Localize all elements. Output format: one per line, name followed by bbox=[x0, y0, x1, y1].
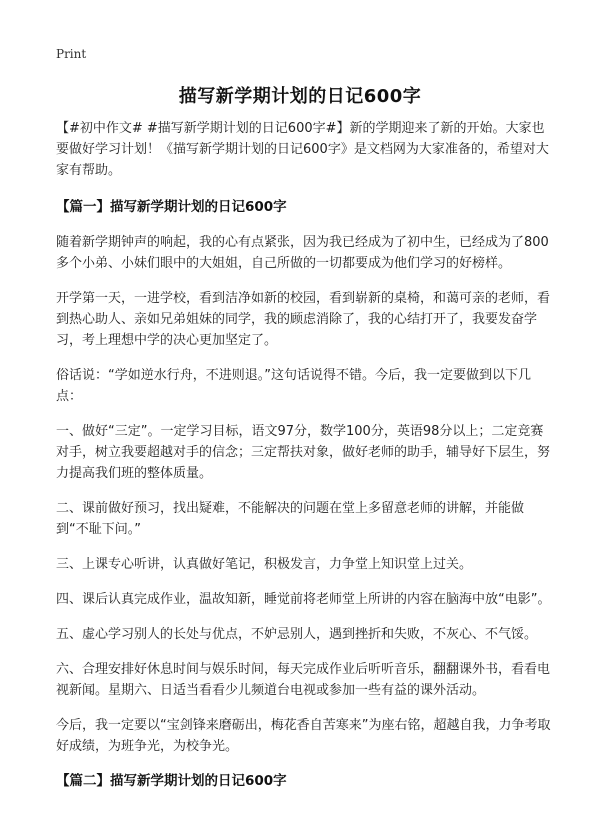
paragraph: 开学第一天，一进学校，看到洁净如新的校园，看到崭新的桌椅，和蔼可亲的老师，看到热心助人、亲如兄弟姐妹的同学，我的顾虑消除了，我的心结打开了，我要发奋学习，考上理想中学的决心更加坚定了。 bbox=[56, 291, 551, 348]
paragraph: 五、虚心学习别人的长处与优点，不妒忌别人，遇到挫折和失败，不灰心、不气馁。 bbox=[56, 627, 538, 642]
paragraph: 随着新学期钟声的响起，我的心有点紧张，因为我已经成为了初中生，已经成为了800多个小弟、小妹们眼中的大姐姐，自己所做的一切都要成为他们学习的好榜样。 bbox=[56, 235, 549, 271]
section-heading-1: 【篇一】描写新学期计划的日记600字 bbox=[56, 199, 287, 215]
paragraph: 一、做好“三定”。一定学习目标，语文97分，数学100分，英语98分以上；二定竞赛对手，树立我要超越对手的信念；三定帮扶对象，做好老师的助手，辅导好下层生，努力提高我们班的整体质量。 bbox=[56, 424, 551, 481]
paragraph: 俗话说：“学如逆水行舟，不进则退。”这句话说得不错。今后，我一定要做到以下几点： bbox=[56, 368, 531, 404]
print-link[interactable]: Print bbox=[56, 47, 87, 61]
paragraph: 四、课后认真完成作业，温故知新，睡觉前将老师堂上所讲的内容在脑海中放“电影”。 bbox=[56, 592, 551, 607]
paragraph: 二、课前做好预习，找出疑难，不能解决的问题在堂上多留意老师的讲解，并能做到“不耻下问。” bbox=[56, 501, 525, 537]
paragraph: 三、上课专心听讲，认真做好笔记，积极发言，力争堂上知识堂上过关。 bbox=[56, 557, 473, 572]
paragraph: 今后，我一定要以“宝剑锋来磨砺出，梅花香自苦寒来”为座右铭，超越自我，力争考取好成绩，为班争光，为校争光。 bbox=[56, 718, 551, 754]
section-heading-2: 【篇二】描写新学期计划的日记600字 bbox=[56, 773, 287, 789]
intro-paragraph: 【#初中作文# #描写新学期计划的日记600字#】新的学期迎来了新的开始。大家也要做好学习计划！《描写新学期计划的日记600字》是文档网为大家准备的，希望对大家有帮助。 bbox=[56, 121, 549, 178]
article-body bbox=[56, 118, 554, 806]
paragraph: 六、合理安排好休息时间与娱乐时间，每天完成作业后听听音乐，翻翻课外书，看看电视新闻。星期六、日适当看看少儿频道台电视或参加一些有益的课外活动。 bbox=[56, 662, 551, 698]
page-title: 描写新学期计划的日记600字 bbox=[178, 86, 422, 107]
